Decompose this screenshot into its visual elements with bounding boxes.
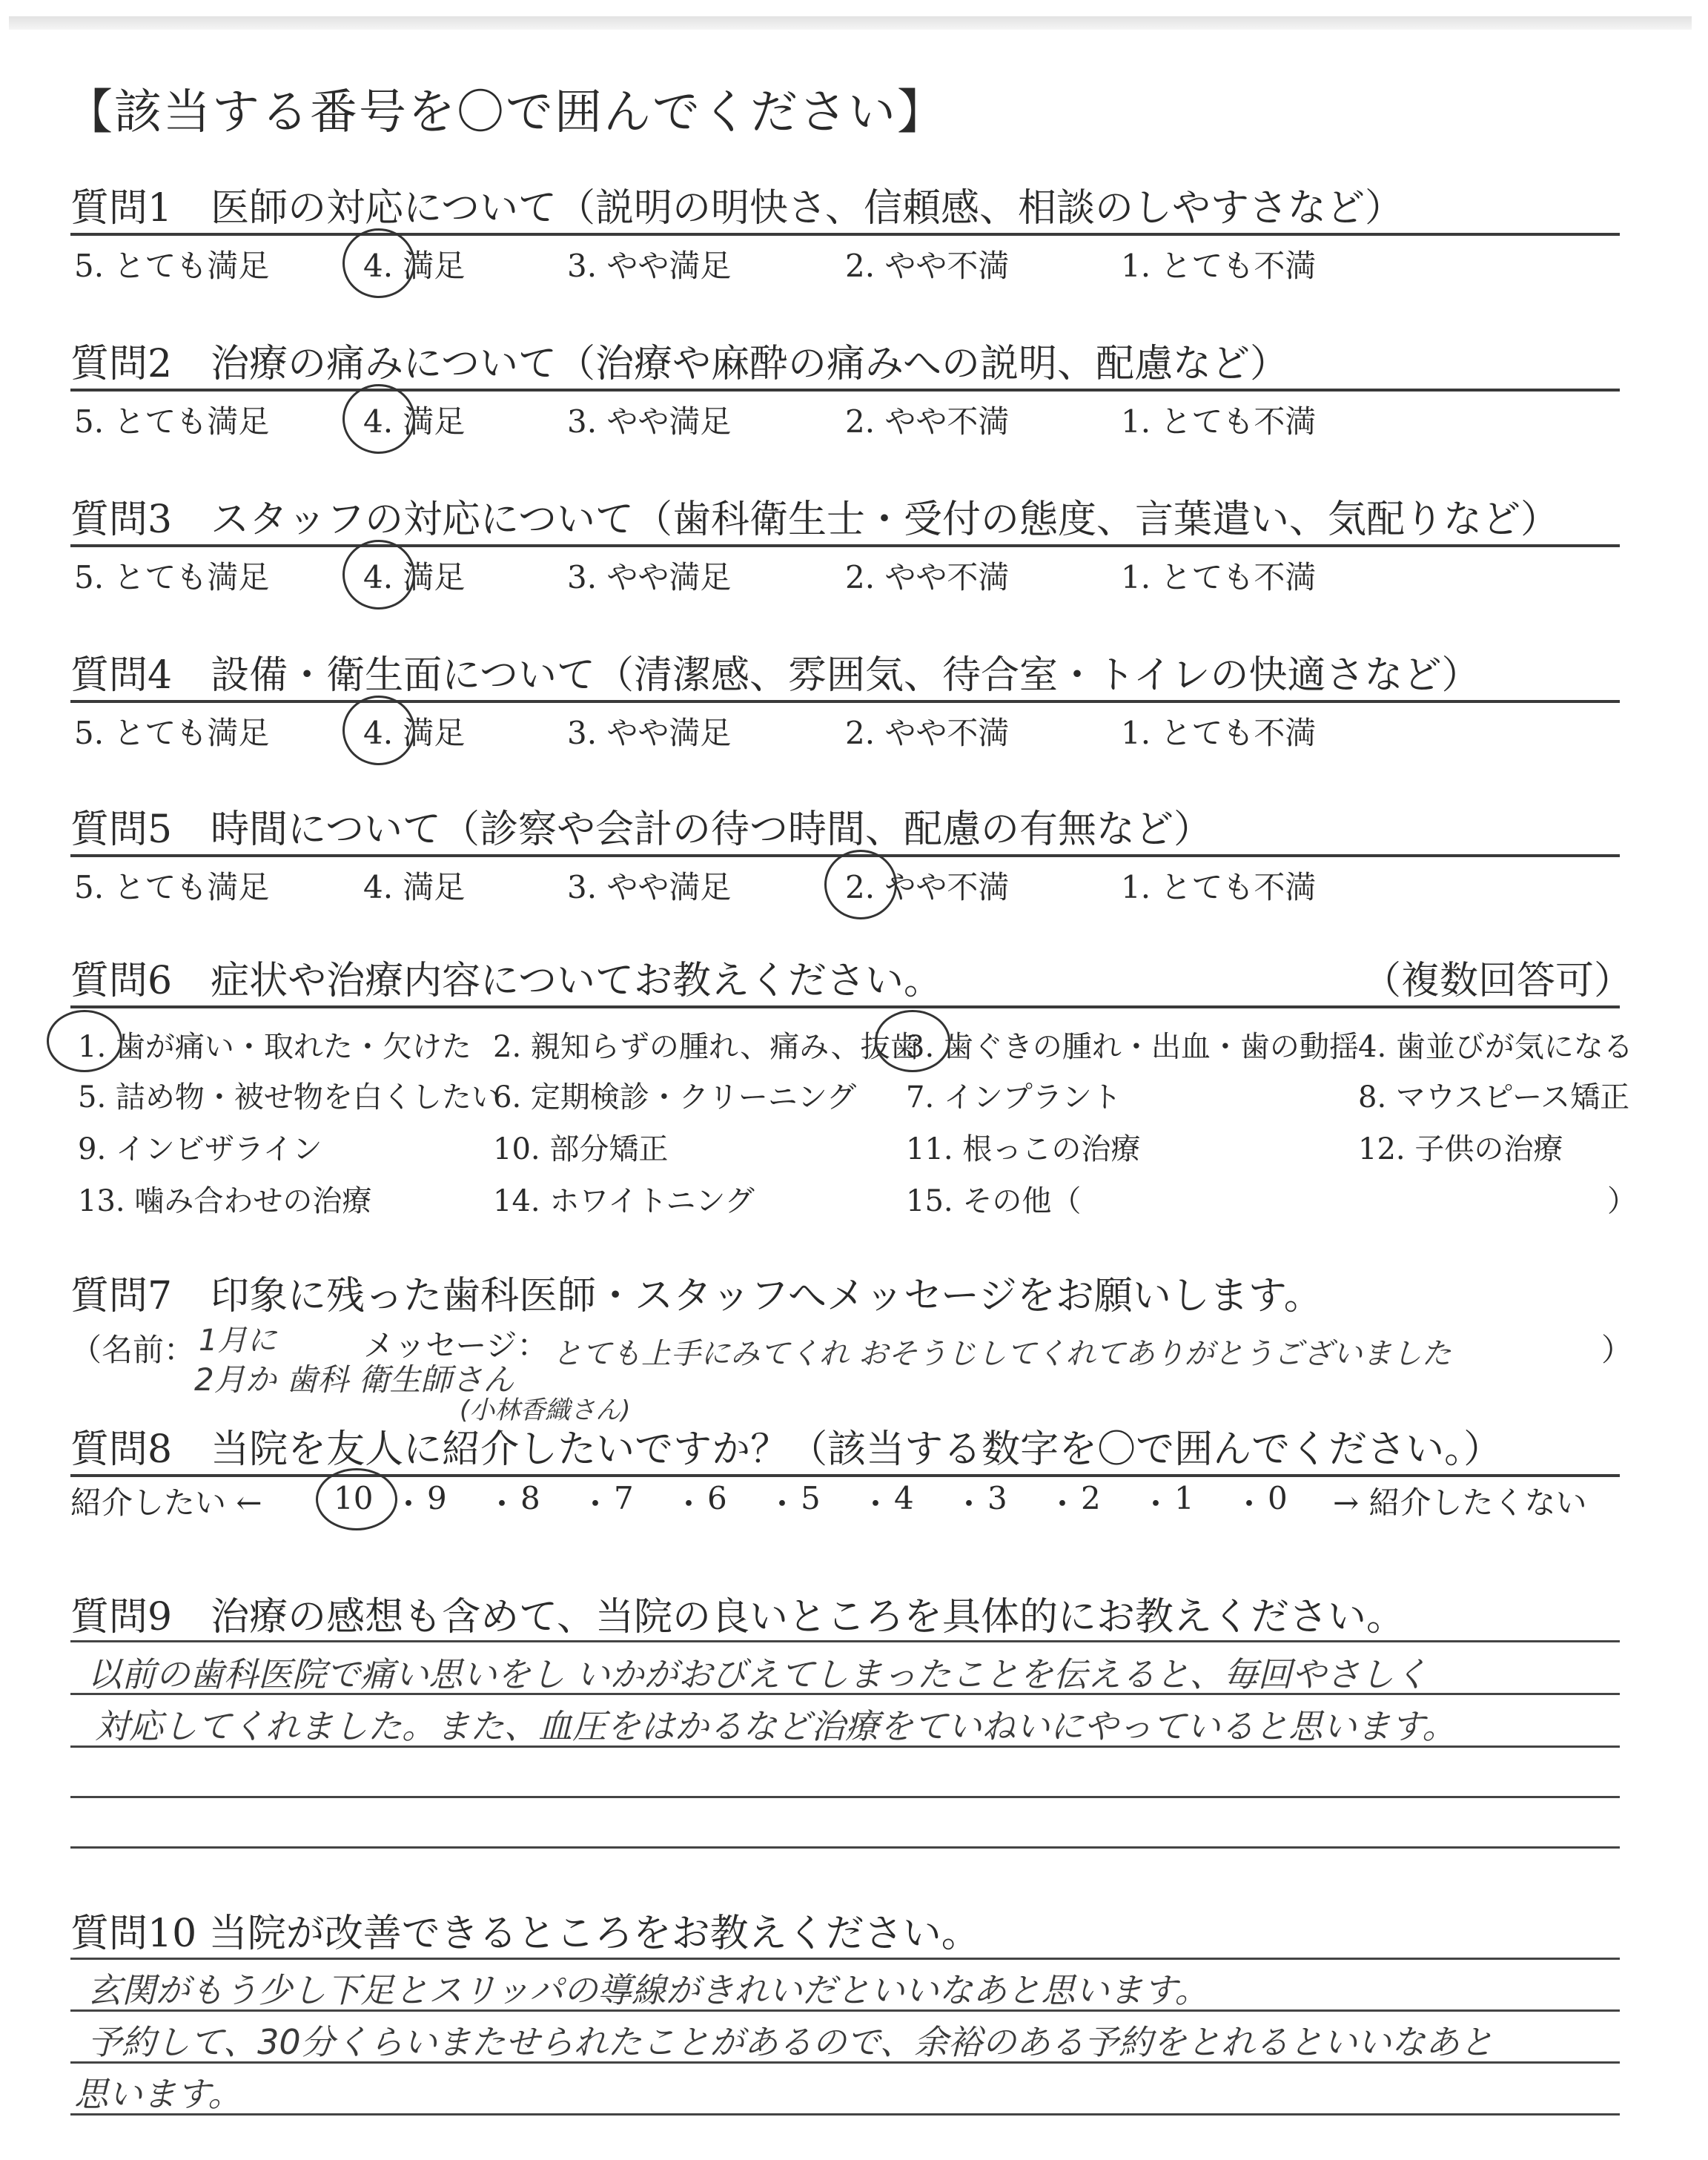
question-4-underline — [70, 700, 1620, 703]
symptom-option[interactable]: 10. 部分矯正 — [493, 1132, 669, 1166]
q9-answer-line-1: 以前の歯科医院で痛い思いをし いかがおびえてしまったことを伝えると、毎回やさしく — [87, 1654, 1429, 1694]
symptom-option[interactable]: 5. 詰め物・被せ物を白くしたい — [78, 1080, 501, 1114]
q10-answer-line-2: 予約して、30分くらいまたせられたことがあるので、余裕のある予約をとれるといいなあと — [87, 2022, 1494, 2062]
q10-answer-line-1: 玄関がもう少し下足とスリッパの導線がきれいだといいなあと思います。 — [87, 1970, 1209, 2010]
recommend-number[interactable]: 5 — [801, 1480, 821, 1516]
symptom-option[interactable]: 3. 歯ぐきの腫れ・出血・歯の動揺 — [906, 1030, 1359, 1064]
recommend-number[interactable]: 2 — [1081, 1480, 1101, 1516]
scale-separator: ・ — [673, 1486, 705, 1522]
rating-option[interactable]: 5. とても満足 — [74, 559, 270, 595]
answer-line — [70, 1640, 1620, 1642]
recommend-number[interactable]: 1 — [1174, 1480, 1194, 1516]
rating-option[interactable]: 5. とても満足 — [74, 248, 270, 284]
q10-answer-line-3: 思います。 — [74, 2074, 242, 2114]
rating-option[interactable]: 3. やや満足 — [567, 403, 732, 440]
selection-circle — [316, 1468, 397, 1530]
rating-option[interactable]: 2. やや不満 — [845, 559, 1010, 595]
rating-option[interactable]: 3. やや満足 — [567, 715, 732, 751]
scale-separator: ・ — [393, 1486, 425, 1522]
recommend-number[interactable]: 10 — [334, 1480, 374, 1516]
page-title: 【該当する番号を〇で囲んでください】 — [65, 85, 946, 140]
question-8-underline — [70, 1474, 1620, 1477]
recommend-number[interactable]: 4 — [894, 1480, 914, 1516]
symptom-option[interactable]: 15. その他（ — [906, 1184, 1082, 1218]
scale-separator: ・ — [486, 1486, 518, 1522]
scale-separator: ・ — [1140, 1486, 1172, 1522]
symptom-option[interactable]: 12. 子供の治療 — [1358, 1132, 1563, 1166]
rating-option[interactable]: 2. やや不満 — [845, 715, 1010, 751]
question-10-heading: 質問10 当院が改善できるところをお教えください。 — [70, 1912, 980, 1956]
name-label: （名前： — [70, 1332, 196, 1368]
symptom-option[interactable]: 2. 親知らずの腫れ、痛み、抜歯 — [493, 1030, 920, 1064]
rating-option[interactable]: 2. やや不満 — [845, 248, 1010, 284]
rating-option[interactable]: 5. とても満足 — [74, 715, 270, 751]
rating-option[interactable]: 1. とても不満 — [1121, 715, 1317, 751]
question-2-underline — [70, 389, 1620, 392]
scale-separator: ・ — [1047, 1486, 1079, 1522]
answer-line — [70, 1796, 1620, 1798]
question-2-heading: 質問2 治療の痛みについて（治療や麻酔の痛みへの説明、配慮など） — [70, 342, 1289, 386]
recommend-number[interactable]: 3 — [987, 1480, 1007, 1516]
question-6-underline — [70, 1005, 1620, 1008]
rating-option[interactable]: 4. 満足 — [363, 869, 466, 905]
q9-answer-line-2: 対応してくれました。また、血圧をはかるなど治療をていねいにやっていると思います。 — [95, 1706, 1457, 1746]
rating-option[interactable]: 2. やや不満 — [845, 869, 1010, 905]
symptom-option[interactable]: 1. 歯が痛い・取れた・欠けた — [78, 1030, 471, 1064]
question-9-heading: 質問9 治療の感想も含めて、当院の良いところを具体的にお教えください。 — [70, 1595, 1406, 1639]
question-1-underline — [70, 233, 1620, 236]
scale-separator: ・ — [860, 1486, 892, 1522]
recommend-number[interactable]: 9 — [427, 1480, 447, 1516]
handwritten-name-1: 1月に — [199, 1324, 277, 1358]
handwritten-name-3: (小林香織さん) — [460, 1396, 631, 1425]
question-5-heading: 質問5 時間について（診察や会計の待つ時間、配慮の有無など） — [70, 807, 1213, 852]
answer-line — [70, 1846, 1620, 1849]
rating-option[interactable]: 4. 満足 — [363, 248, 466, 284]
recommend-number[interactable]: 0 — [1268, 1480, 1288, 1516]
rating-option[interactable]: 2. やや不満 — [845, 403, 1010, 440]
recommend-left-label: 紹介したい ← — [70, 1484, 262, 1521]
symptom-option[interactable]: 11. 根っこの治療 — [906, 1132, 1141, 1166]
rating-option[interactable]: 1. とても不満 — [1121, 403, 1317, 440]
selection-circle — [824, 850, 897, 919]
handwritten-name-2: 2月か 歯科 衛生師さん — [194, 1361, 514, 1398]
selection-circle — [342, 228, 415, 298]
recommend-number[interactable]: 8 — [520, 1480, 540, 1516]
recommend-right-label: → 紹介したくない — [1333, 1484, 1587, 1521]
selection-circle — [875, 1010, 950, 1072]
scale-separator: ・ — [767, 1486, 798, 1522]
rating-option[interactable]: 4. 満足 — [363, 715, 466, 751]
recommend-number[interactable]: 7 — [614, 1480, 634, 1516]
question-3-underline — [70, 544, 1620, 547]
rating-option[interactable]: 3. やや満足 — [567, 248, 732, 284]
question-6-heading: 質問6 症状や治療内容についてお教えください。 — [70, 959, 943, 1003]
scale-separator: ・ — [1234, 1486, 1265, 1522]
scan-top-edge — [9, 16, 1692, 30]
scale-separator: ・ — [953, 1486, 985, 1522]
message-close: ） — [1601, 1332, 1633, 1368]
scale-separator: ・ — [580, 1486, 612, 1522]
symptom-option[interactable]: 4. 歯並びが気になる — [1358, 1030, 1633, 1064]
question-8-heading: 質問8 当院を友人に紹介したいですか？（該当する数字を〇で囲んでください。） — [70, 1427, 1503, 1472]
rating-option[interactable]: 5. とても満足 — [74, 869, 270, 905]
rating-option[interactable]: 4. 満足 — [363, 559, 466, 595]
question-7-heading: 質問7 印象に残った歯科医師・スタッフへメッセージをお願いします。 — [70, 1274, 1323, 1318]
rating-option[interactable]: 4. 満足 — [363, 403, 466, 440]
selection-circle — [342, 696, 415, 765]
rating-option[interactable]: 3. やや満足 — [567, 869, 732, 905]
answer-line — [70, 2113, 1620, 2116]
question-4-heading: 質問4 設備・衛生面について（清潔感、雰囲気、待合室・トイレの快適さなど） — [70, 653, 1480, 698]
rating-option[interactable]: 1. とても不満 — [1121, 559, 1317, 595]
symptom-option[interactable]: 9. インビザライン — [78, 1132, 322, 1166]
handwritten-message: とても上手にみてくれ おそうじしてくれてありがとうございました — [552, 1337, 1452, 1371]
rating-option[interactable]: 5. とても満足 — [74, 403, 270, 440]
answer-line — [70, 1958, 1620, 1960]
other-close-paren: ） — [1607, 1184, 1637, 1218]
rating-option[interactable]: 1. とても不満 — [1121, 869, 1317, 905]
recommend-number[interactable]: 6 — [707, 1480, 727, 1516]
symptom-option[interactable]: 14. ホワイトニング — [493, 1184, 755, 1218]
rating-option[interactable]: 3. やや満足 — [567, 559, 732, 595]
symptom-option[interactable]: 7. インプラント — [906, 1080, 1122, 1114]
selection-circle — [342, 540, 415, 610]
symptom-option[interactable]: 13. 噛み合わせの治療 — [78, 1184, 372, 1218]
symptom-option[interactable]: 8. マウスピース矯正 — [1358, 1080, 1630, 1114]
symptom-option[interactable]: 6. 定期検診・クリーニング — [493, 1080, 857, 1114]
question-3-heading: 質問3 スタッフの対応について（歯科衛生士・受付の態度、言葉遣い、気配りなど） — [70, 498, 1560, 542]
question-6-note: （複数回答可） — [1363, 959, 1633, 1003]
selection-circle — [47, 1010, 122, 1072]
rating-option[interactable]: 1. とても不満 — [1121, 248, 1317, 284]
selection-circle — [342, 384, 415, 454]
question-1-heading: 質問1 医師の対応について（説明の明快さ、信頼感、相談のしやすさなど） — [70, 186, 1403, 231]
message-label: メッセージ： — [363, 1327, 549, 1364]
